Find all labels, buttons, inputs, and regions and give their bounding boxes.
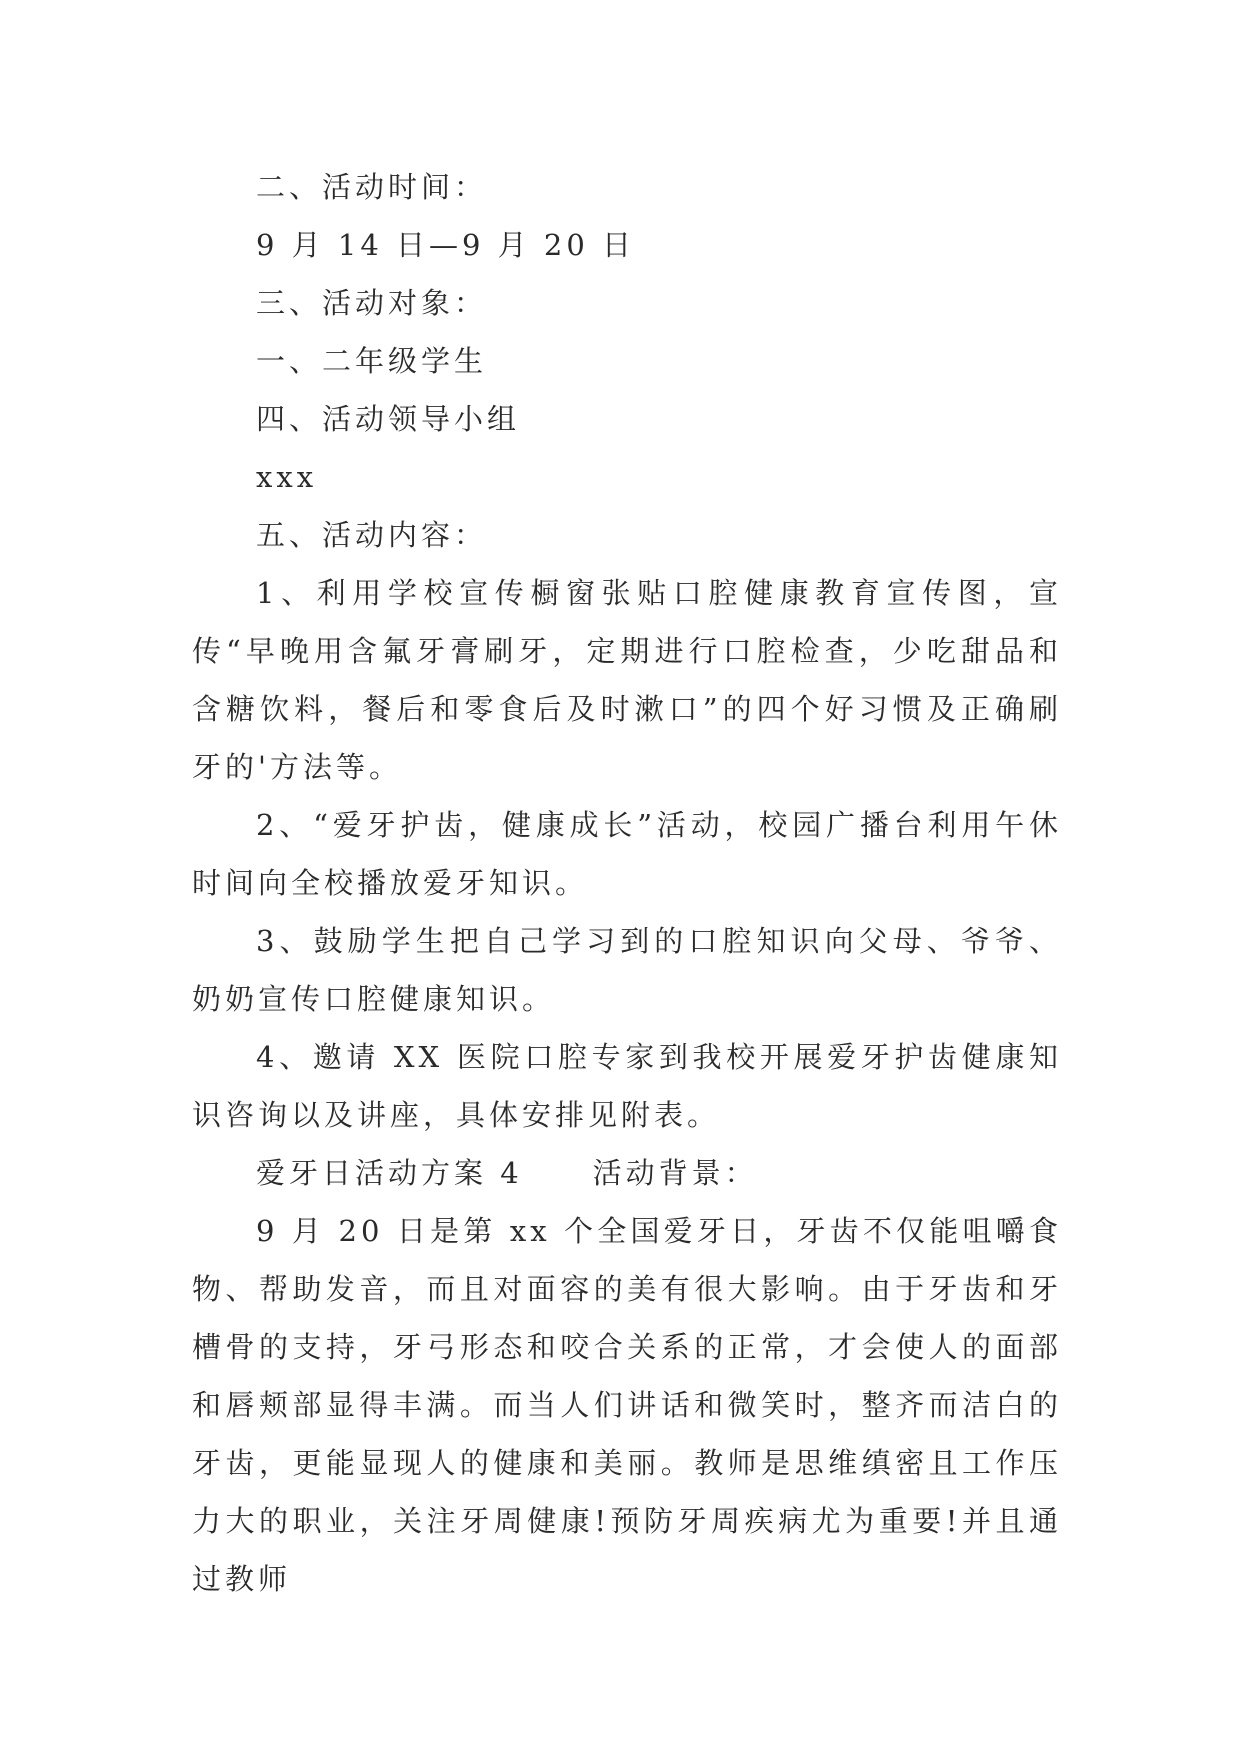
section-heading bbox=[192, 1144, 1062, 1202]
content-item-1: 1、利用学校宣传橱窗张贴口腔健康教育宣传图，宣传“早晚用含氟牙膏刷牙，定期进行口腔检查，少吃甜品和含糖饮料，餐后和零食后及时漱口”的四个好习惯及正确刷牙的'方法等。 bbox=[192, 576, 1062, 784]
heading-leadership-group: 四、活动领导小组 bbox=[256, 402, 521, 436]
content-item-2: 2、“爱牙护齿，健康成长”活动，校园广播台利用午休时间向全校播放爱牙知识。 bbox=[192, 808, 1062, 900]
section-subtitle: 活动背景： bbox=[592, 1156, 758, 1190]
activity-target-value: 一、二年级学生 bbox=[256, 344, 488, 378]
content-item-4: 4、邀请 XX 医院口腔专家到我校开展爱牙护齿健康知识咨询以及讲座，具体安排见附表。 bbox=[192, 1040, 1062, 1132]
heading-activity-content: 五、活动内容： bbox=[256, 518, 488, 552]
activity-time-value: 9 月 14 日—9 月 20 日 bbox=[256, 228, 636, 262]
content-item-3: 3、鼓励学生把自己学习到的口腔知识向父母、爷爷、奶奶宣传口腔健康知识。 bbox=[192, 924, 1062, 1016]
section-title: 爱牙日活动方案 4 bbox=[256, 1156, 523, 1190]
document-body bbox=[192, 158, 1062, 1608]
heading-activity-target: 三、活动对象： bbox=[256, 286, 488, 320]
leadership-group-value: xxx bbox=[256, 460, 318, 494]
background-paragraph: 9 月 20 日是第 xx 个全国爱牙日，牙齿不仅能咀嚼食物、帮助发音，而且对面容的美有很大影响。由于牙齿和牙槽骨的支持，牙弓形态和咬合关系的正常，才会使人的面部和唇颊部显得丰满。而当人们讲话和微笑时，整齐而洁白的牙齿，更能显现人的健康和美丽。教师是思维缜密且工作压力大的职业，关注牙周健康!预防牙周疾病尤为重要!并且通过教师 bbox=[192, 1214, 1062, 1596]
heading-activity-time: 二、活动时间： bbox=[256, 170, 488, 204]
